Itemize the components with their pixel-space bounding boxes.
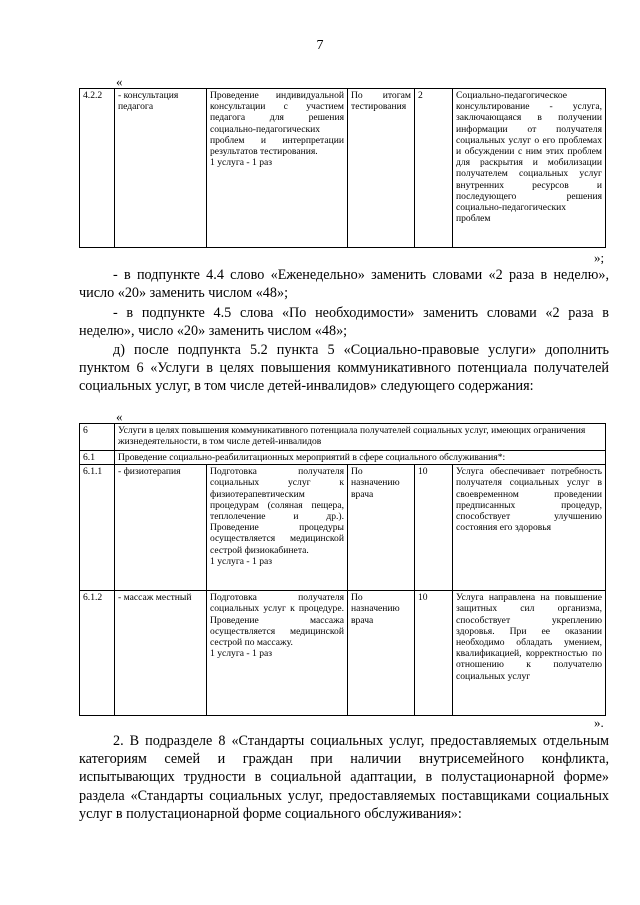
service-frequency: По итогам тестирования (348, 89, 415, 248)
paragraph-2: 2. В подразделе 8 «Стандарты социальных услуг, предоставляемых отдельным категориям семей и граждан при наличии внутрисемейного конфликта, испытывающих трудности в социальной адаптации, в полустационарной форме» раздела «Стандарты социальных услуг, предоставляемых поставщиками социальных услуг в полустационарной форме социального обслуживания»: (79, 733, 609, 822)
service-frequency: По назначению врача (348, 591, 415, 716)
services-table-4-2-2 (79, 88, 606, 248)
closing-quote-2: ». (594, 715, 604, 730)
subsection-number: 6.1 (80, 451, 115, 465)
section-number: 6 (80, 424, 115, 451)
closing-quote: »; (594, 250, 605, 265)
opening-quote-2: « (116, 409, 123, 424)
service-description: Проведение индивидуальной консультации с участием педагога для решения социально-педагогических проблем и интерпретации результатов тестирования. 1 услуга - 1 раз (207, 89, 348, 248)
subsection-row (80, 451, 606, 465)
services-table-6 (79, 423, 606, 716)
table-row (80, 465, 606, 591)
opening-quote: « (116, 74, 123, 89)
row-number: 4.2.2 (80, 89, 115, 248)
row-number: 6.1.2 (80, 591, 115, 716)
table-row (80, 89, 606, 248)
paragraph-item-d: д) после подпункта 5.2 пункта 5 «Социально-правовые услуги» дополнить пунктом 6 «Услуги в целях повышения коммуникативного потенциала получателей социальных услуг, в том числе детей-инвалидов» следующего содержания: (79, 342, 609, 395)
row-number: 6.1.1 (80, 465, 115, 591)
subsection-title: Проведение социально-реабилитационных мероприятий в сфере социального обслуживания*: (115, 451, 606, 465)
page-number: 7 (316, 38, 324, 53)
service-count: 10 (415, 465, 453, 591)
service-frequency: По назначению врача (348, 465, 415, 591)
service-name: - массаж местный (115, 591, 207, 716)
paragraph-4-4: - в подпункте 4.4 слово «Еженедельно» заменить словами «2 раза в неделю», число «20» заменить числом «48»; (79, 267, 609, 302)
service-count: 10 (415, 591, 453, 716)
service-name: - физиотерапия (115, 465, 207, 591)
section-header-row (80, 424, 606, 451)
service-description: Подготовка получателя социальных услуг к процедуре. Проведение массажа осуществляется медицинской сестрой по массажу. 1 услуга - 1 раз (207, 591, 348, 716)
service-description: Подготовка получателя социальных услуг к физиотерапевтическим процедурам (соляная пещера, теплолечение и др.). Проведение процедуры осуществляется медицинской сестрой физиокабинета. 1 услуга - 1 раз (207, 465, 348, 591)
service-name: - консультация педагога (115, 89, 207, 248)
service-result: Услуга направлена на повышение защитных сил организма, способствует укреплению здоровья. При ее оказании необходимо обладать умением, квалификацией, корректностью по отношению к получателю социальных услуг (453, 591, 606, 716)
service-result: Услуга обеспечивает потребность получателя социальных услуг в своевременном проведении предписанных процедур, способствует улучшению состояния его здоровья (453, 465, 606, 591)
table-row (80, 591, 606, 716)
paragraph-4-5: - в подпункте 4.5 слова «По необходимости» заменить словами «2 раза в неделю», число «20» заменить числом «48»; (79, 305, 609, 340)
service-count: 2 (415, 89, 453, 248)
service-result: Социально-педагогическое консультирование - услуга, заключающаяся в получении информации от получателя социальных услуг о его проблемах и обсуждении с ним этих проблем для раскрытия и мобилизации получателем социальных услуг внутренних ресурсов и последующего решения социально-педагогических проблем (453, 89, 606, 248)
section-title: Услуги в целях повышения коммуникативного потенциала получателей социальных услуг, имеющих ограничения жизнедеятельности, в том числе детей-инвалидов (115, 424, 606, 451)
